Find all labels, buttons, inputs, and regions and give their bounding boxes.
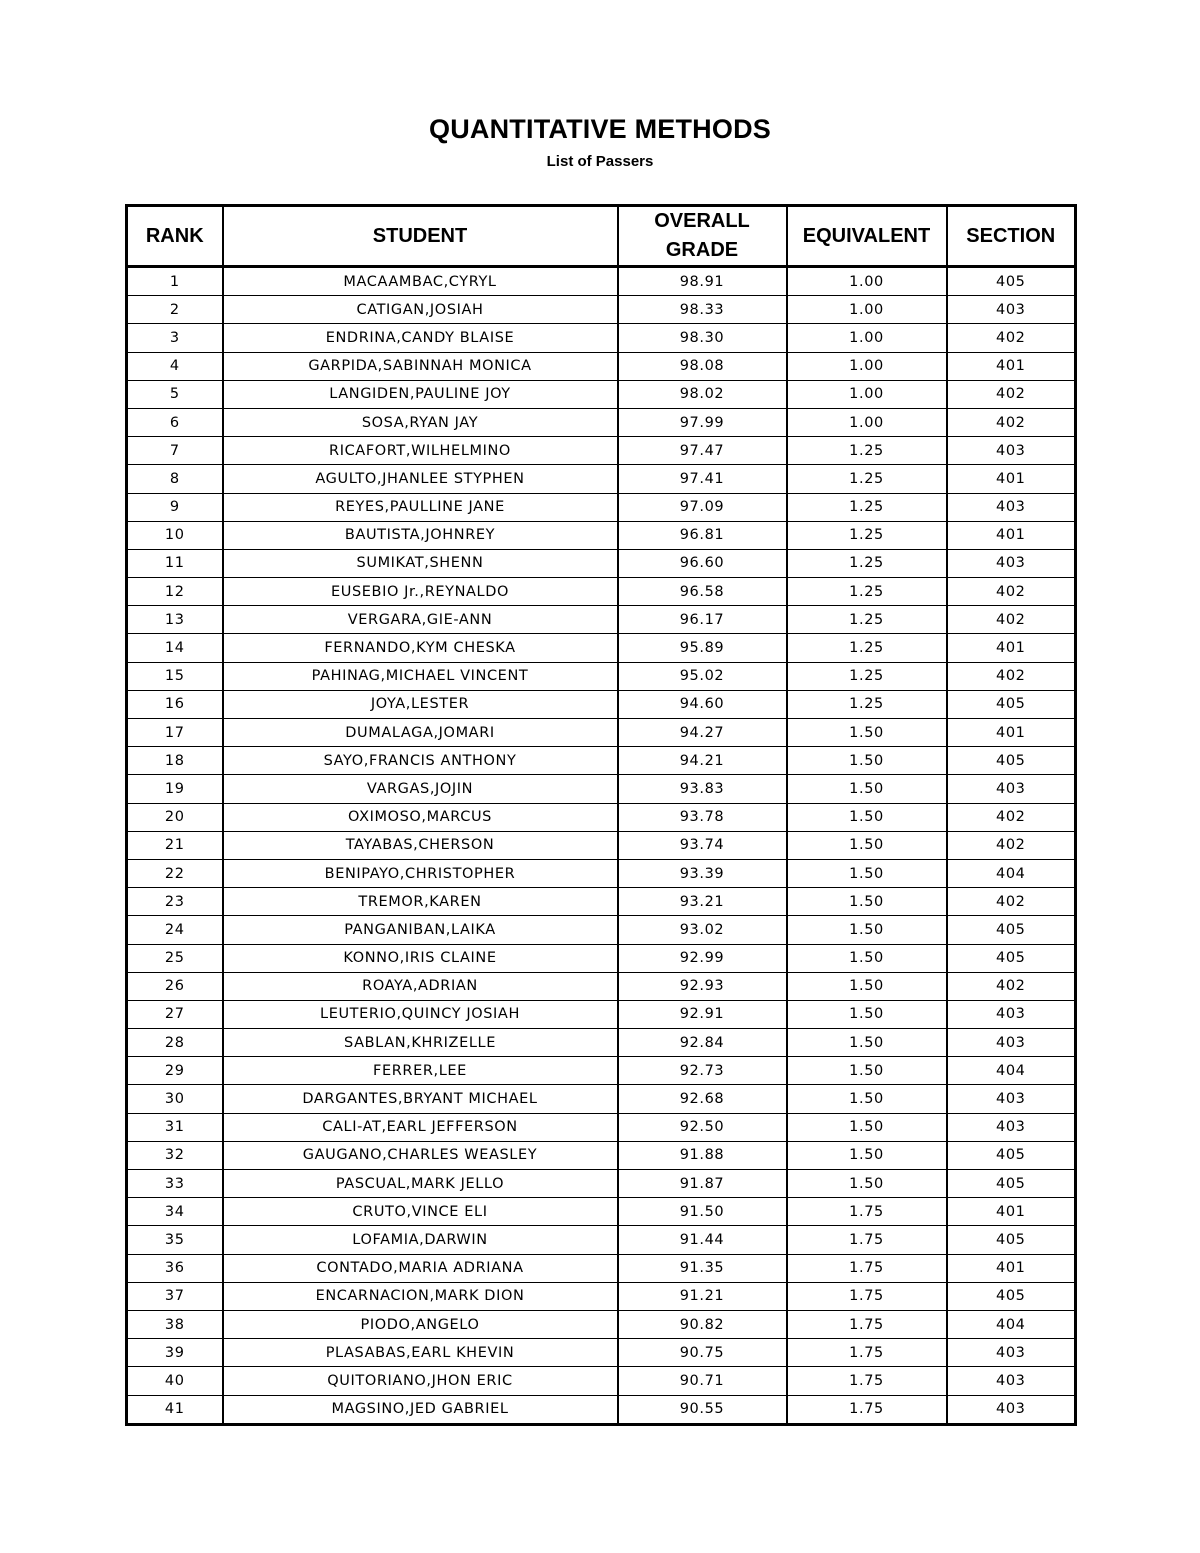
section-cell: 401	[947, 1254, 1076, 1282]
section-cell: 402	[947, 972, 1076, 1000]
overall-grade-cell: 91.21	[618, 1282, 787, 1310]
page-subtitle: List of Passers	[546, 153, 654, 170]
rank-cell: 21	[127, 831, 223, 859]
overall-grade-cell: 96.60	[618, 549, 787, 577]
table-row	[127, 296, 1076, 324]
equivalent-cell: 1.50	[787, 747, 947, 775]
section-cell: 401	[947, 521, 1076, 549]
rank-cell: 40	[127, 1367, 223, 1395]
equivalent-cell: 1.25	[787, 437, 947, 465]
student-cell: AGULTO,JHANLEE STYPHEN	[223, 465, 618, 493]
rank-cell: 31	[127, 1113, 223, 1141]
table-row	[127, 1339, 1076, 1367]
table-row	[127, 634, 1076, 662]
section-cell: 401	[947, 719, 1076, 747]
section-cell: 404	[947, 1310, 1076, 1338]
rank-cell: 38	[127, 1310, 223, 1338]
equivalent-cell: 1.75	[787, 1198, 947, 1226]
equivalent-cell: 1.00	[787, 380, 947, 408]
section-cell: 402	[947, 803, 1076, 831]
student-cell: LOFAMIA,DARWIN	[223, 1226, 618, 1254]
column-header-overall-grade: OVERALL GRADE	[618, 206, 787, 267]
table-row	[127, 944, 1076, 972]
rank-cell: 6	[127, 408, 223, 436]
section-cell: 401	[947, 1198, 1076, 1226]
student-cell: VERGARA,GIE-ANN	[223, 606, 618, 634]
section-cell: 403	[947, 1113, 1076, 1141]
rank-cell: 25	[127, 944, 223, 972]
table-row	[127, 549, 1076, 577]
rank-cell: 12	[127, 578, 223, 606]
overall-grade-cell: 96.58	[618, 578, 787, 606]
student-cell: GARPIDA,SABINNAH MONICA	[223, 352, 618, 380]
rank-cell: 1	[127, 267, 223, 296]
table-row	[127, 380, 1076, 408]
table-row	[127, 437, 1076, 465]
student-cell: CRUTO,VINCE ELI	[223, 1198, 618, 1226]
rank-cell: 3	[127, 324, 223, 352]
rank-cell: 22	[127, 859, 223, 887]
equivalent-cell: 1.50	[787, 972, 947, 1000]
rank-cell: 27	[127, 1000, 223, 1028]
equivalent-cell: 1.00	[787, 324, 947, 352]
section-cell: 405	[947, 1141, 1076, 1169]
table-row	[127, 972, 1076, 1000]
equivalent-cell: 1.50	[787, 859, 947, 887]
student-cell: DARGANTES,BRYANT MICHAEL	[223, 1085, 618, 1113]
equivalent-cell: 1.50	[787, 1085, 947, 1113]
section-cell: 405	[947, 1226, 1076, 1254]
section-cell: 403	[947, 1395, 1076, 1424]
student-cell: LANGIDEN,PAULINE JOY	[223, 380, 618, 408]
rank-cell: 24	[127, 916, 223, 944]
table-row	[127, 521, 1076, 549]
overall-grade-cell: 94.21	[618, 747, 787, 775]
overall-grade-cell: 96.17	[618, 606, 787, 634]
table-row	[127, 606, 1076, 634]
overall-grade-cell: 97.99	[618, 408, 787, 436]
section-cell: 403	[947, 1000, 1076, 1028]
student-cell: BAUTISTA,JOHNREY	[223, 521, 618, 549]
rank-cell: 26	[127, 972, 223, 1000]
overall-grade-cell: 92.93	[618, 972, 787, 1000]
table-row	[127, 1085, 1076, 1113]
rank-cell: 11	[127, 549, 223, 577]
rank-cell: 8	[127, 465, 223, 493]
student-cell: PIODO,ANGELO	[223, 1310, 618, 1338]
equivalent-cell: 1.75	[787, 1367, 947, 1395]
student-cell: ENDRINA,CANDY BLAISE	[223, 324, 618, 352]
equivalent-cell: 1.50	[787, 719, 947, 747]
section-cell: 405	[947, 690, 1076, 718]
overall-grade-cell: 91.35	[618, 1254, 787, 1282]
student-cell: REYES,PAULLINE JANE	[223, 493, 618, 521]
overall-grade-cell: 90.71	[618, 1367, 787, 1395]
column-header-student: STUDENT	[223, 206, 618, 267]
table-row	[127, 408, 1076, 436]
section-cell: 402	[947, 578, 1076, 606]
section-cell: 402	[947, 831, 1076, 859]
section-cell: 405	[947, 916, 1076, 944]
overall-grade-cell: 92.50	[618, 1113, 787, 1141]
section-cell: 402	[947, 888, 1076, 916]
table-row	[127, 352, 1076, 380]
student-cell: JOYA,LESTER	[223, 690, 618, 718]
student-cell: CATIGAN,JOSIAH	[223, 296, 618, 324]
table-row	[127, 324, 1076, 352]
overall-grade-cell: 91.44	[618, 1226, 787, 1254]
section-cell: 402	[947, 662, 1076, 690]
section-cell: 404	[947, 859, 1076, 887]
rank-cell: 2	[127, 296, 223, 324]
table-row	[127, 888, 1076, 916]
student-cell: SOSA,RYAN JAY	[223, 408, 618, 436]
passers-table	[125, 204, 1077, 1426]
table-row	[127, 1198, 1076, 1226]
overall-grade-cell: 95.02	[618, 662, 787, 690]
equivalent-cell: 1.50	[787, 1113, 947, 1141]
rank-cell: 37	[127, 1282, 223, 1310]
student-cell: QUITORIANO,JHON ERIC	[223, 1367, 618, 1395]
student-cell: PASCUAL,MARK JELLO	[223, 1170, 618, 1198]
equivalent-cell: 1.25	[787, 465, 947, 493]
student-cell: TREMOR,KAREN	[223, 888, 618, 916]
rank-cell: 16	[127, 690, 223, 718]
rank-cell: 13	[127, 606, 223, 634]
table-row	[127, 1310, 1076, 1338]
table-row	[127, 831, 1076, 859]
rank-cell: 10	[127, 521, 223, 549]
section-cell: 405	[947, 747, 1076, 775]
section-cell: 403	[947, 549, 1076, 577]
equivalent-cell: 1.50	[787, 1057, 947, 1085]
table-row	[127, 578, 1076, 606]
student-cell: KONNO,IRIS CLAINE	[223, 944, 618, 972]
table-row	[127, 916, 1076, 944]
rank-cell: 5	[127, 380, 223, 408]
rank-cell: 19	[127, 775, 223, 803]
rank-cell: 41	[127, 1395, 223, 1424]
equivalent-cell: 1.75	[787, 1395, 947, 1424]
section-cell: 402	[947, 324, 1076, 352]
overall-grade-cell: 98.91	[618, 267, 787, 296]
overall-grade-cell: 94.60	[618, 690, 787, 718]
table-row	[127, 719, 1076, 747]
table-row	[127, 1029, 1076, 1057]
equivalent-cell: 1.00	[787, 352, 947, 380]
section-cell: 403	[947, 437, 1076, 465]
overall-grade-cell: 93.78	[618, 803, 787, 831]
equivalent-cell: 1.75	[787, 1282, 947, 1310]
section-cell: 404	[947, 1057, 1076, 1085]
overall-grade-cell: 90.82	[618, 1310, 787, 1338]
column-header-rank: RANK	[127, 206, 223, 267]
table-row	[127, 1367, 1076, 1395]
overall-grade-cell: 92.68	[618, 1085, 787, 1113]
rank-cell: 29	[127, 1057, 223, 1085]
overall-grade-cell: 92.73	[618, 1057, 787, 1085]
section-cell: 405	[947, 1282, 1076, 1310]
overall-grade-cell: 94.27	[618, 719, 787, 747]
section-cell: 403	[947, 1085, 1076, 1113]
table-row	[127, 465, 1076, 493]
page-title: QUANTITATIVE METHODS	[429, 114, 771, 144]
rank-cell: 14	[127, 634, 223, 662]
overall-grade-cell: 93.21	[618, 888, 787, 916]
table-row	[127, 747, 1076, 775]
equivalent-cell: 1.25	[787, 578, 947, 606]
table-row	[127, 1000, 1076, 1028]
overall-grade-cell: 98.30	[618, 324, 787, 352]
rank-cell: 39	[127, 1339, 223, 1367]
equivalent-cell: 1.50	[787, 1141, 947, 1169]
section-cell: 402	[947, 606, 1076, 634]
student-cell: MACAAMBAC,CYRYL	[223, 267, 618, 296]
section-cell: 403	[947, 1367, 1076, 1395]
student-cell: FERRER,LEE	[223, 1057, 618, 1085]
section-cell: 403	[947, 296, 1076, 324]
overall-grade-cell: 90.75	[618, 1339, 787, 1367]
student-cell: RICAFORT,WILHELMINO	[223, 437, 618, 465]
student-cell: OXIMOSO,MARCUS	[223, 803, 618, 831]
student-cell: PLASABAS,EARL KHEVIN	[223, 1339, 618, 1367]
table-header-row	[127, 206, 1076, 267]
overall-grade-cell: 91.88	[618, 1141, 787, 1169]
overall-grade-cell: 90.55	[618, 1395, 787, 1424]
overall-grade-cell: 92.91	[618, 1000, 787, 1028]
section-cell: 403	[947, 775, 1076, 803]
table-row	[127, 1254, 1076, 1282]
equivalent-cell: 1.50	[787, 1000, 947, 1028]
equivalent-cell: 1.00	[787, 408, 947, 436]
overall-grade-cell: 95.89	[618, 634, 787, 662]
equivalent-cell: 1.50	[787, 1029, 947, 1057]
overall-grade-cell: 93.83	[618, 775, 787, 803]
table-row	[127, 662, 1076, 690]
section-cell: 402	[947, 408, 1076, 436]
overall-grade-cell: 92.99	[618, 944, 787, 972]
rank-cell: 35	[127, 1226, 223, 1254]
overall-grade-cell: 97.41	[618, 465, 787, 493]
column-header-equivalent: EQUIVALENT	[787, 206, 947, 267]
student-cell: GAUGANO,CHARLES WEASLEY	[223, 1141, 618, 1169]
equivalent-cell: 1.50	[787, 916, 947, 944]
equivalent-cell: 1.25	[787, 606, 947, 634]
table-body	[127, 267, 1076, 1425]
section-cell: 403	[947, 1029, 1076, 1057]
equivalent-cell: 1.25	[787, 493, 947, 521]
overall-grade-cell: 98.02	[618, 380, 787, 408]
table-row	[127, 803, 1076, 831]
overall-grade-cell: 92.84	[618, 1029, 787, 1057]
student-cell: EUSEBIO Jr.,REYNALDO	[223, 578, 618, 606]
equivalent-cell: 1.75	[787, 1339, 947, 1367]
equivalent-cell: 1.25	[787, 549, 947, 577]
student-cell: PAHINAG,MICHAEL VINCENT	[223, 662, 618, 690]
equivalent-cell: 1.75	[787, 1254, 947, 1282]
student-cell: PANGANIBAN,LAIKA	[223, 916, 618, 944]
rank-cell: 33	[127, 1170, 223, 1198]
student-cell: SABLAN,KHRIZELLE	[223, 1029, 618, 1057]
rank-cell: 15	[127, 662, 223, 690]
overall-grade-cell: 91.50	[618, 1198, 787, 1226]
student-cell: TAYABAS,CHERSON	[223, 831, 618, 859]
table-row	[127, 775, 1076, 803]
table-row	[127, 690, 1076, 718]
overall-grade-cell: 97.47	[618, 437, 787, 465]
rank-cell: 34	[127, 1198, 223, 1226]
rank-cell: 7	[127, 437, 223, 465]
table-row	[127, 1395, 1076, 1424]
table-row	[127, 493, 1076, 521]
student-cell: FERNANDO,KYM CHESKA	[223, 634, 618, 662]
student-cell: LEUTERIO,QUINCY JOSIAH	[223, 1000, 618, 1028]
section-cell: 401	[947, 634, 1076, 662]
table-row	[127, 1226, 1076, 1254]
table-row	[127, 1282, 1076, 1310]
equivalent-cell: 1.25	[787, 521, 947, 549]
rank-cell: 28	[127, 1029, 223, 1057]
student-cell: ROAYA,ADRIAN	[223, 972, 618, 1000]
student-cell: CALI-AT,EARL JEFFERSON	[223, 1113, 618, 1141]
equivalent-cell: 1.00	[787, 296, 947, 324]
student-cell: BENIPAYO,CHRISTOPHER	[223, 859, 618, 887]
rank-cell: 4	[127, 352, 223, 380]
equivalent-cell: 1.50	[787, 944, 947, 972]
rank-cell: 9	[127, 493, 223, 521]
equivalent-cell: 1.25	[787, 690, 947, 718]
equivalent-cell: 1.50	[787, 775, 947, 803]
section-cell: 405	[947, 1170, 1076, 1198]
student-cell: SUMIKAT,SHENN	[223, 549, 618, 577]
overall-grade-cell: 96.81	[618, 521, 787, 549]
rank-cell: 30	[127, 1085, 223, 1113]
overall-grade-cell: 93.74	[618, 831, 787, 859]
student-cell: VARGAS,JOJIN	[223, 775, 618, 803]
equivalent-cell: 1.25	[787, 634, 947, 662]
section-cell: 401	[947, 465, 1076, 493]
student-cell: DUMALAGA,JOMARI	[223, 719, 618, 747]
overall-grade-cell: 98.33	[618, 296, 787, 324]
overall-grade-cell: 91.87	[618, 1170, 787, 1198]
table-row	[127, 267, 1076, 296]
section-cell: 405	[947, 944, 1076, 972]
overall-grade-cell: 97.09	[618, 493, 787, 521]
equivalent-cell: 1.75	[787, 1226, 947, 1254]
equivalent-cell: 1.75	[787, 1310, 947, 1338]
student-cell: CONTADO,MARIA ADRIANA	[223, 1254, 618, 1282]
equivalent-cell: 1.00	[787, 267, 947, 296]
rank-cell: 32	[127, 1141, 223, 1169]
equivalent-cell: 1.50	[787, 803, 947, 831]
equivalent-cell: 1.25	[787, 662, 947, 690]
section-cell: 402	[947, 380, 1076, 408]
student-cell: MAGSINO,JED GABRIEL	[223, 1395, 618, 1424]
equivalent-cell: 1.50	[787, 831, 947, 859]
section-cell: 405	[947, 267, 1076, 296]
overall-grade-cell: 98.08	[618, 352, 787, 380]
rank-cell: 18	[127, 747, 223, 775]
rank-cell: 20	[127, 803, 223, 831]
section-cell: 403	[947, 1339, 1076, 1367]
section-cell: 403	[947, 493, 1076, 521]
student-cell: SAYO,FRANCIS ANTHONY	[223, 747, 618, 775]
column-header-section: SECTION	[947, 206, 1076, 267]
table-row	[127, 1057, 1076, 1085]
equivalent-cell: 1.50	[787, 1170, 947, 1198]
overall-grade-cell: 93.39	[618, 859, 787, 887]
equivalent-cell: 1.50	[787, 888, 947, 916]
table-row	[127, 1170, 1076, 1198]
table-row	[127, 1113, 1076, 1141]
overall-grade-cell: 93.02	[618, 916, 787, 944]
rank-cell: 17	[127, 719, 223, 747]
student-cell: ENCARNACION,MARK DION	[223, 1282, 618, 1310]
rank-cell: 23	[127, 888, 223, 916]
rank-cell: 36	[127, 1254, 223, 1282]
table-row	[127, 1141, 1076, 1169]
section-cell: 401	[947, 352, 1076, 380]
table-row	[127, 859, 1076, 887]
